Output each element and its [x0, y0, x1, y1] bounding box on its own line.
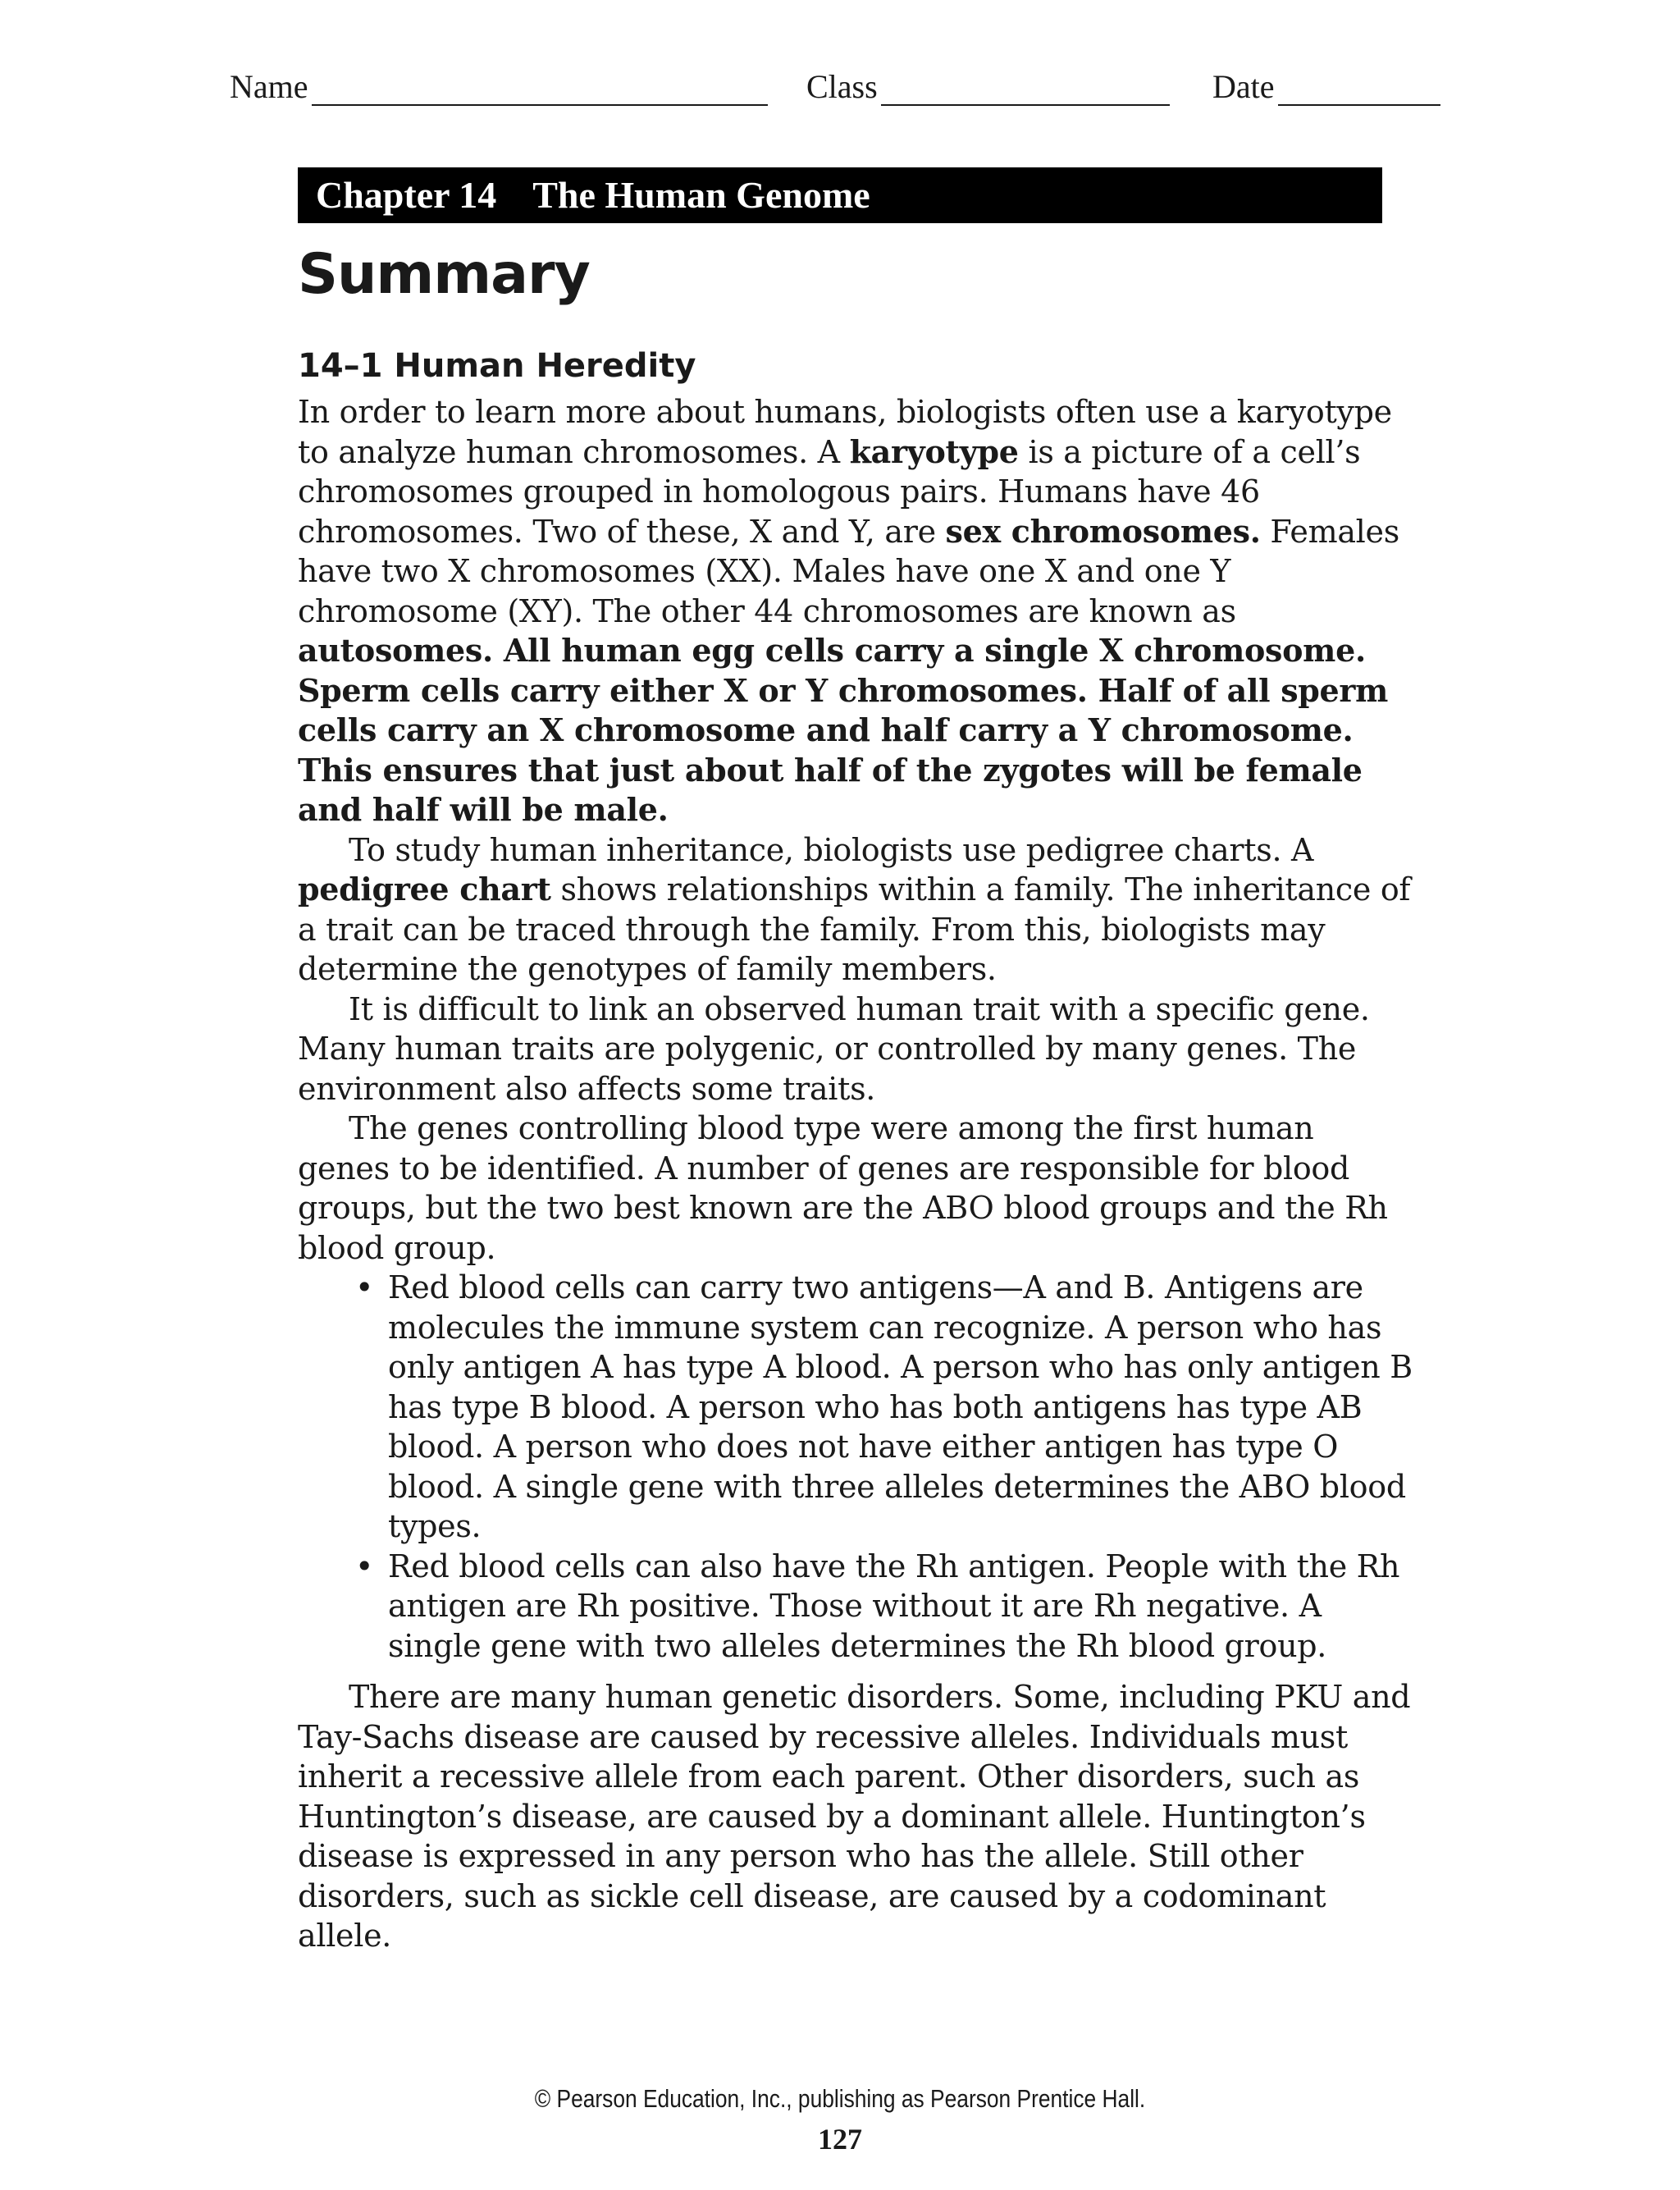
paragraph-disorders: There are many human genetic disorders. Some, including PKU and Tay-Sachs disease are caused by recessive alleles. Individuals must inherit a recessive allele from each parent. Other disorders, such as Huntington’s disease, are caused by a dominant allele. Huntington’s disease is expressed in any person who has the allele. Still other disorders, such as sickle cell disease, are caused by a codominant allele. — [298, 1679, 1411, 1954]
date-blank-line[interactable] — [1278, 68, 1440, 106]
chapter-number: Chapter 14 — [316, 174, 497, 216]
class-field[interactable] — [806, 67, 1170, 106]
copyright-notice: © Pearson Education, Inc., publishing as Pearson Prentice Hall. — [534, 2084, 1146, 2113]
text-run: To study human inheritance, biologists use pedigree charts. A — [349, 831, 1314, 868]
text-run: shows relationships within a family. The inheritance of a trait can be traced through the family. From this, biologists may determine the genotypes of family members. — [298, 871, 1411, 987]
bullet-text-rh: Red blood cells can also have the Rh antigen. People with the Rh antigen are Rh positive. Those without it are Rh negative. A single gene with two alleles determines the Rh blood group. — [388, 1548, 1400, 1664]
text-run: In order to learn more about humans, biologists often use a karyotype to analyze human chromosomes. A — [298, 394, 1392, 470]
page-number: 127 — [818, 2123, 862, 2156]
bold-term: karyotype — [849, 432, 1019, 470]
section-heading: 14–1 Human Heredity — [298, 347, 696, 385]
chapter-banner — [298, 167, 1382, 223]
paragraph-pedigree — [298, 830, 1413, 990]
text-run: is a picture of a cell’s chromosomes grouped in homologous pairs. Humans have 46 chromosomes. Two of these, X and Y, are — [298, 433, 1361, 550]
list-item — [298, 1547, 1413, 1667]
bold-term: pedigree chart — [298, 871, 551, 908]
name-blank-line[interactable] — [312, 68, 768, 106]
date-label: Date — [1212, 68, 1275, 105]
bullet-text-abo: Red blood cells can carry two antigens—A and B. Antigens are molecules the immune system can recognize. A person who has only antigen A has type A blood. A person who has only antigen B has type B blood. A person who has both antigens has type AB blood. A person who does not have either antigen has type O blood. A single gene with three alleles determines the ABO blood types. — [388, 1269, 1413, 1544]
bullet-glyph: • — [355, 1548, 374, 1584]
worksheet-header — [230, 67, 1452, 117]
class-blank-line[interactable] — [881, 68, 1170, 106]
list-item — [298, 1268, 1413, 1547]
name-label: Name — [230, 68, 308, 105]
bullet-glyph: • — [355, 1269, 374, 1305]
bold-term: sex chromosomes. — [945, 512, 1261, 550]
chapter-title: The Human Genome — [532, 174, 870, 216]
blood-group-list — [298, 1268, 1413, 1666]
paragraph-blood-type: The genes controlling blood type were among the first human genes to be identified. A number of genes are responsible for blood groups, but the two best known are the ABO blood groups and the Rh blood group. — [298, 1110, 1388, 1266]
text-run: Females have two X chromosomes (XX). Males have one X and one Y chromosome (XY). The other 44 chromosomes are known as — [298, 513, 1399, 629]
paragraph-polygenic: It is difficult to link an observed human trait with a specific gene. Many human traits are polygenic, or controlled by many genes. The environment also affects some traits. — [298, 990, 1370, 1107]
class-label: Class — [806, 68, 878, 105]
date-field[interactable] — [1212, 67, 1440, 106]
bold-term: autosomes. All human egg cells carry a single X chromosome. Sperm cells carry either X or Y chromosomes. Half of all sperm cells carry an X chromosome and half carry a Y chromosome. This ensures that just about half of the zygotes will be female and half will be male. — [298, 632, 1389, 828]
page-title: Summary — [298, 242, 590, 307]
name-field[interactable] — [230, 67, 768, 106]
paragraph-karyotype — [298, 392, 1413, 830]
summary-body — [298, 392, 1413, 1956]
